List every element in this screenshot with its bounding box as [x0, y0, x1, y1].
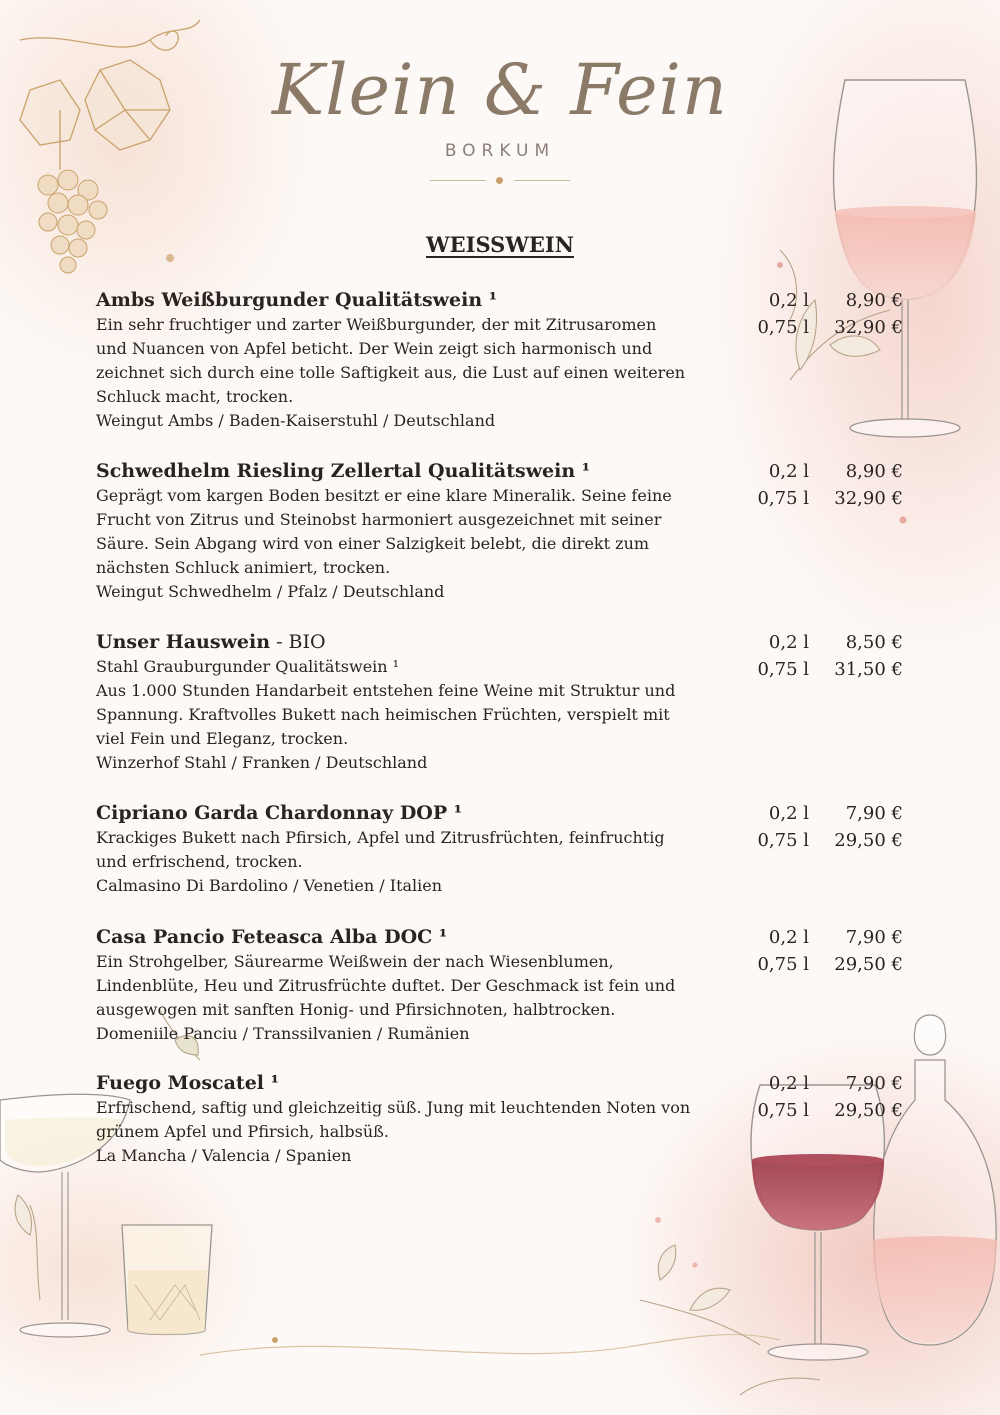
brand-location: BORKUM [444, 141, 556, 161]
price-row: 0,2 l 8,50 € [768, 632, 903, 653]
price-row: 0,75 l 29,50 € [757, 954, 903, 975]
wine-description: Ein Strohgelber, Säurearme Weißwein der nach Wiesenblumen, Lindenblüte, Heu und Zitrusfrüchte duftet. Der Geschmack ist fein und ausgewogen mit sanften Honig- und Pfirsichnoten, halbtrocken. Domeniile Panciu / Transsilvanien / Rumänien [96, 952, 676, 1043]
price-list [751, 1070, 903, 1124]
wine-description: Stahl Grauburgunder Qualitätswein ¹ Aus 1.000 Stunden Handarbeit entstehen feine Weine mit Struktur und Spannung. Kraftvolles Bukett nach heimischen Früchten, verspielt mit viel Fein und Eleganz, trocken. Winzerhof Stahl / Franken / Deutschland [96, 657, 676, 772]
wine-item [96, 800, 916, 898]
wine-item [96, 287, 916, 433]
price-list [751, 458, 903, 512]
wine-name: Ambs Weißburgunder Qualitätswein ¹ [96, 289, 498, 311]
wine-name: Unser Hauswein - BIO [96, 631, 326, 653]
wine-name: Casa Pancio Feteasca Alba DOC ¹ [96, 926, 448, 948]
wine-description: Krackiges Bukett nach Pfirsich, Apfel und Zitrusfrüchten, feinfruchtig und erfrischend, trocken. Calmasino Di Bardolino / Venetien / Italien [96, 828, 665, 895]
price-row: 0,2 l 7,90 € [768, 927, 903, 948]
section-title: WEISSWEIN [426, 232, 574, 257]
price-list [751, 287, 903, 341]
price-row: 0,75 l 29,50 € [757, 830, 903, 851]
wine-item [96, 1070, 916, 1168]
wine-description: Geprägt vom kargen Boden besitzt er eine klare Mineralik. Seine feine Frucht von Zitrus und Steinobst harmoniert ausgezeichnet mit seiner Säure. Sein Abgang wird von einer Salzigkeit belebt, die direkt zum nächsten Schluck animiert, trocken. Weingut Schwedhelm / Pfalz / Deutschland [96, 486, 672, 601]
brand-name: Klein & Fein [271, 49, 729, 131]
wine-description: Ein sehr fruchtiger und zarter Weißburgunder, der mit Zitrusaromen und Nuancen von Apfel beticht. Der Wein zeigt sich harmonisch und zeichnet sich durch eine tolle Saftigkeit aus, die Lust auf einen weiteren Schluck macht, trocken. Weingut Ambs / Baden-Kaiserstuhl / Deutschland [96, 315, 686, 430]
price-row: 0,2 l 8,90 € [768, 461, 903, 482]
price-row: 0,2 l 7,90 € [768, 803, 903, 824]
price-row: 0,75 l 32,90 € [757, 488, 903, 509]
price-row: 0,75 l 29,50 € [757, 1100, 903, 1121]
price-row: 0,2 l 7,90 € [768, 1073, 903, 1094]
wine-item [96, 924, 916, 1046]
wine-description: Erfrischend, saftig und gleichzeitig süß. Jung mit leuchtenden Noten von grünem Apfel und Pfirsich, halbsüß. La Mancha / Valencia / Spanien [96, 1098, 691, 1165]
wine-name: Fuego Moscatel ¹ [96, 1072, 279, 1094]
price-list [751, 629, 903, 683]
logo-divider [430, 175, 570, 187]
price-row: 0,75 l 31,50 € [757, 659, 903, 680]
price-row: 0,75 l 32,90 € [757, 317, 903, 338]
price-list [751, 924, 903, 978]
wine-name: Cipriano Garda Chardonnay DOP ¹ [96, 802, 463, 824]
price-row: 0,2 l 8,90 € [768, 290, 903, 311]
price-list [751, 800, 903, 854]
wine-name: Schwedhelm Riesling Zellertal Qualitätswein ¹ [96, 460, 591, 482]
wine-item [96, 458, 916, 604]
logo [0, 49, 1000, 187]
wine-item [96, 629, 916, 775]
tumbler-glass-icon [122, 1225, 212, 1335]
